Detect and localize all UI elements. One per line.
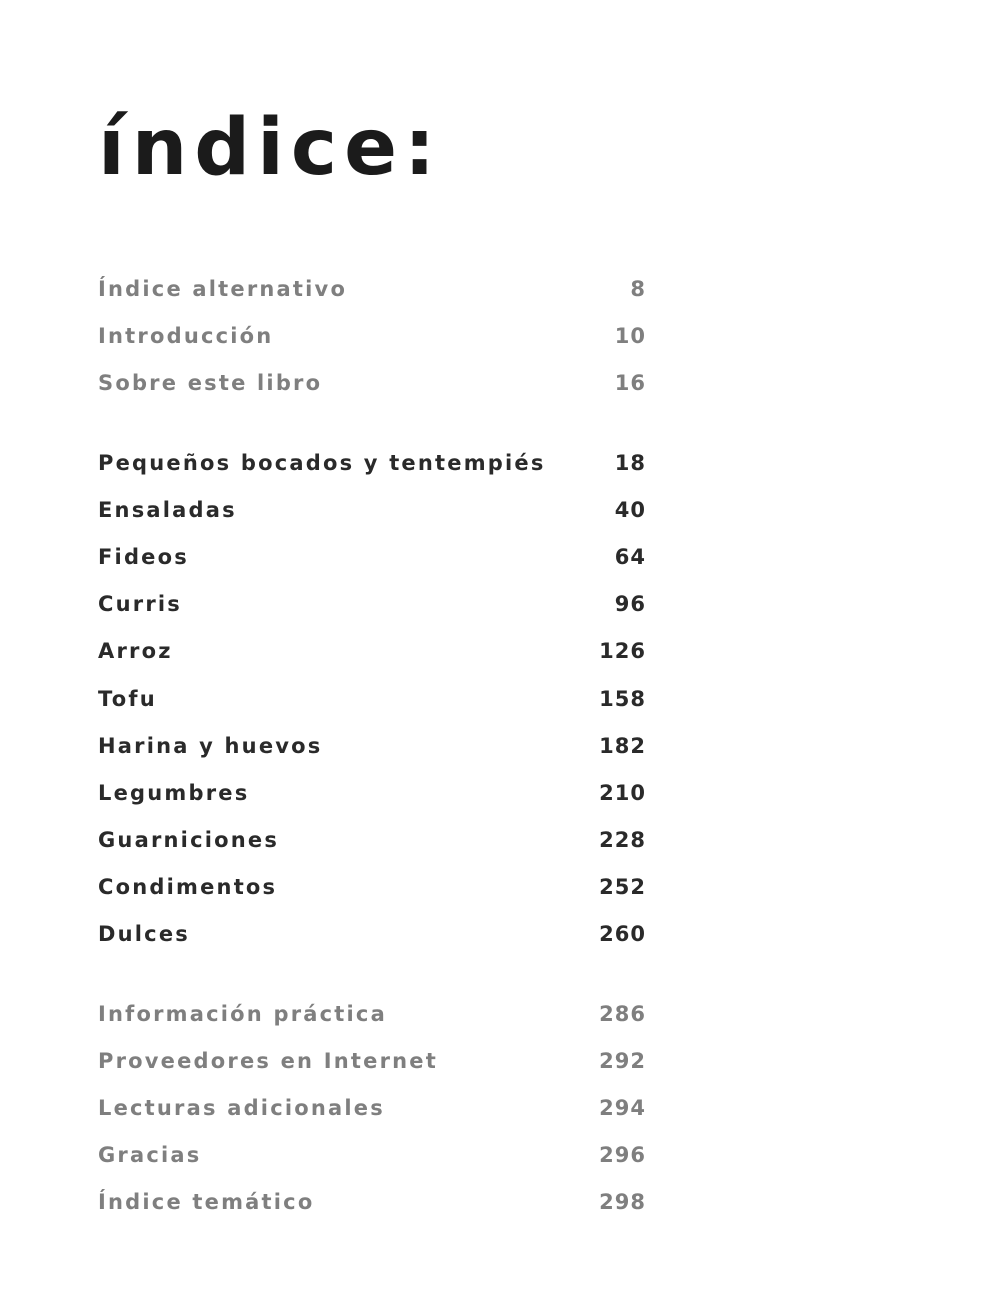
toc-entry-page: 228 bbox=[599, 828, 646, 853]
toc-entry-page: 286 bbox=[599, 1001, 646, 1026]
toc-entry-page: 96 bbox=[614, 592, 646, 617]
page-title: índice: bbox=[98, 103, 443, 193]
back-matter-list bbox=[98, 990, 646, 1226]
toc-entry-label: Legumbres bbox=[98, 780, 250, 805]
toc-entry-label: Introducción bbox=[98, 323, 274, 348]
toc-entry-harina-y-huevos[interactable] bbox=[98, 722, 646, 769]
toc-entry-introduccion[interactable] bbox=[98, 312, 646, 359]
toc-entry-label: Pequeños bocados y tentempiés bbox=[98, 450, 546, 475]
toc-entry-label: Fideos bbox=[98, 544, 189, 569]
toc-entry-label: Proveedores en Internet bbox=[98, 1048, 438, 1073]
toc-entry-label: Ensaladas bbox=[98, 497, 237, 522]
toc-entry-page: 158 bbox=[599, 686, 646, 711]
toc-entry-label: Sobre este libro bbox=[98, 370, 323, 395]
toc-entry-label: Dulces bbox=[98, 922, 190, 947]
toc-entry-condimentos[interactable] bbox=[98, 864, 646, 911]
toc-entry-page: 182 bbox=[599, 733, 646, 758]
toc-entry-page: 16 bbox=[614, 370, 646, 395]
toc-entry-label: Tofu bbox=[98, 686, 157, 711]
toc-entry-page: 298 bbox=[599, 1190, 646, 1215]
toc-entry-label: Índice alternativo bbox=[98, 276, 348, 301]
toc-entry-proveedores-en-internet[interactable] bbox=[98, 1037, 646, 1084]
toc-entry-page: 252 bbox=[599, 875, 646, 900]
toc-entry-indice-tematico[interactable] bbox=[98, 1179, 646, 1226]
toc-entry-page: 8 bbox=[630, 276, 646, 301]
toc-entry-label: Gracias bbox=[98, 1143, 202, 1168]
toc-entry-tofu[interactable] bbox=[98, 675, 646, 722]
toc-entry-page: 292 bbox=[599, 1048, 646, 1073]
toc-entry-label: Curris bbox=[98, 592, 182, 617]
toc-entry-legumbres[interactable] bbox=[98, 769, 646, 816]
toc-entry-indice-alternativo[interactable] bbox=[98, 265, 646, 312]
toc-entry-sobre-este-libro[interactable] bbox=[98, 359, 646, 406]
toc-entry-label: Lecturas adicionales bbox=[98, 1095, 385, 1120]
toc-entry-page: 64 bbox=[614, 544, 646, 569]
toc-entry-curris[interactable] bbox=[98, 581, 646, 628]
toc-entry-page: 210 bbox=[599, 780, 646, 805]
toc-entry-page: 40 bbox=[614, 497, 646, 522]
toc-entry-page: 296 bbox=[599, 1143, 646, 1168]
toc-entry-guarniciones[interactable] bbox=[98, 817, 646, 864]
toc-entry-label: Harina y huevos bbox=[98, 733, 323, 758]
front-matter-list bbox=[98, 265, 646, 407]
toc-entry-fideos[interactable] bbox=[98, 533, 646, 580]
toc-entry-informacion-practica[interactable] bbox=[98, 990, 646, 1037]
toc-entry-label: Condimentos bbox=[98, 875, 278, 900]
toc-entry-label: Información práctica bbox=[98, 1001, 387, 1026]
toc-entry-dulces[interactable] bbox=[98, 911, 646, 958]
toc-entry-label: Índice temático bbox=[98, 1190, 315, 1215]
toc-entry-page: 18 bbox=[614, 450, 646, 475]
toc-entry-ensaladas[interactable] bbox=[98, 486, 646, 533]
toc-entry-page: 126 bbox=[599, 639, 646, 664]
toc-entry-gracias[interactable] bbox=[98, 1132, 646, 1179]
toc-entry-label: Arroz bbox=[98, 639, 173, 664]
toc-entry-lecturas-adicionales[interactable] bbox=[98, 1084, 646, 1131]
toc-entry-page: 294 bbox=[599, 1095, 646, 1120]
toc-entry-page: 260 bbox=[599, 922, 646, 947]
toc-entry-arroz[interactable] bbox=[98, 628, 646, 675]
toc-entry-pequenos-bocados[interactable] bbox=[98, 439, 646, 486]
chapter-list bbox=[98, 439, 646, 958]
toc-entry-page: 10 bbox=[614, 323, 646, 348]
toc-entry-label: Guarniciones bbox=[98, 828, 280, 853]
